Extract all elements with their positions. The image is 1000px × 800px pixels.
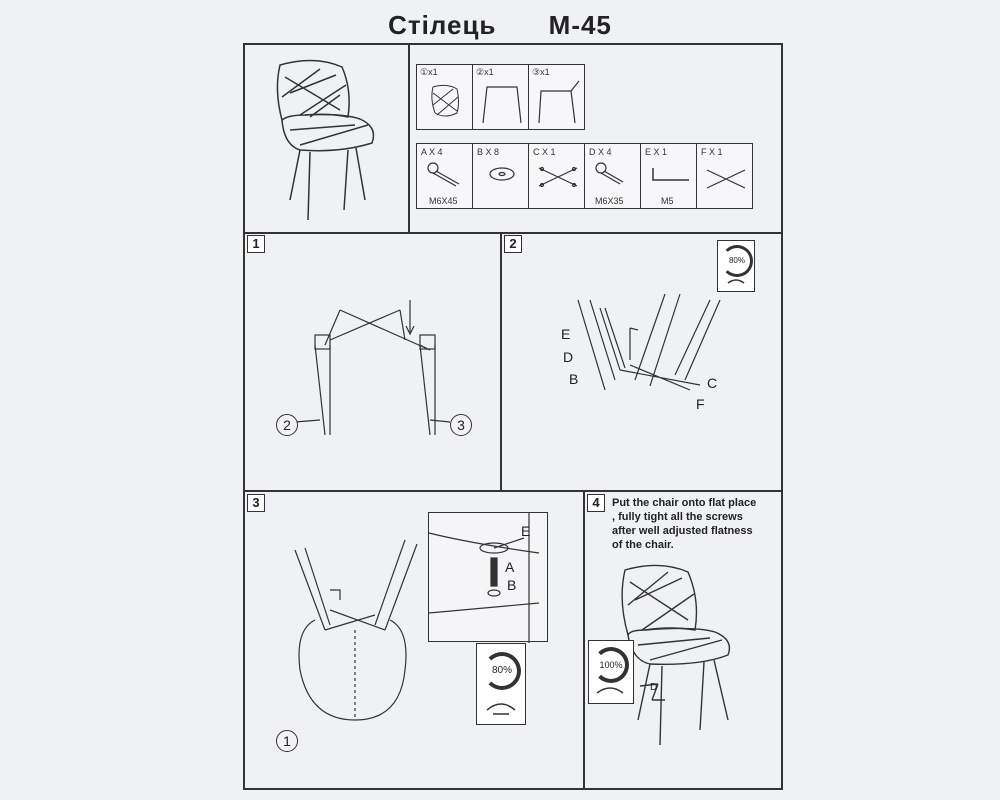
- part-box-2: [472, 64, 529, 130]
- bolt-d-icon: [595, 162, 631, 186]
- chair-overview-illustration: [260, 55, 390, 225]
- allen-key-e-icon: [649, 166, 691, 188]
- washer-b-icon: [487, 166, 517, 182]
- step-3-detail-label-b: B: [507, 577, 517, 593]
- hardware-box-e: [640, 143, 697, 209]
- hardware-box-d: [584, 143, 641, 209]
- hardware-d-qty: D X 4: [589, 147, 612, 157]
- seat-part-icon: [427, 83, 465, 123]
- hardware-e-qty: E X 1: [645, 147, 668, 157]
- step-3-torque-icon: 80%: [476, 643, 526, 725]
- hardware-a-qty: A X 4: [421, 147, 443, 157]
- step-3-number: 3: [247, 494, 265, 512]
- divider-top: [243, 232, 783, 234]
- step-1-callout-2: 2: [276, 414, 298, 436]
- step-3-detail-box: [428, 512, 548, 642]
- hardware-box-a: [416, 143, 473, 209]
- step-1-number: 1: [247, 235, 265, 253]
- step-3-detail-label-a: A: [505, 559, 515, 575]
- hardware-b-qty: B X 8: [477, 147, 500, 157]
- step-2-label-e: E: [561, 326, 571, 342]
- part-3-label: ③x1: [532, 67, 550, 77]
- step-2-torque-icon: 80%: [717, 240, 755, 292]
- divider-col-1-2: [500, 232, 502, 491]
- divider-mid: [243, 490, 783, 492]
- step-2-label-b: B: [569, 371, 579, 387]
- step-4-torque-icon: 100%: [588, 640, 634, 704]
- hardware-f-qty: F X 1: [701, 147, 723, 157]
- plate-f-icon: [705, 166, 747, 192]
- back-legs-icon: [535, 81, 581, 127]
- product-name: Стілець: [388, 10, 497, 40]
- cross-bracket-c-icon: [537, 164, 579, 190]
- step-2-label-f: F: [696, 396, 705, 412]
- step-3-detail-label-e: E: [521, 523, 531, 539]
- step-1-callout-3: 3: [450, 414, 472, 436]
- model-number: M-45: [548, 10, 612, 40]
- step-3-illustration: [285, 520, 425, 740]
- divider-col-top: [408, 43, 410, 233]
- part-1-label: ①x1: [420, 67, 438, 77]
- hardware-a-size: M6X45: [429, 196, 458, 206]
- step-2-illustration: [560, 290, 730, 410]
- step-4-tool-label: D: [650, 682, 658, 693]
- front-legs-icon: [479, 81, 525, 127]
- hardware-e-size: M5: [661, 196, 674, 206]
- step-4-number: 4: [587, 494, 605, 512]
- bolt-a-icon: [427, 162, 463, 186]
- hardware-box-c: [528, 143, 585, 209]
- hardware-box-b: [472, 143, 529, 209]
- part-box-1: [416, 64, 473, 130]
- part-box-3: [528, 64, 585, 130]
- divider-col-3-4: [583, 490, 585, 790]
- hardware-c-qty: C X 1: [533, 147, 556, 157]
- hardware-box-f: [696, 143, 753, 209]
- step-4-note: Put the chair onto flat place , fully tight all the screws after well adjusted flatness of the chair.: [612, 497, 757, 551]
- step-3-callout-1: 1: [276, 730, 298, 752]
- step-2-number: 2: [504, 235, 522, 253]
- hardware-d-size: M6X35: [595, 196, 624, 206]
- part-2-label: ②x1: [476, 67, 494, 77]
- page-title: [0, 10, 1000, 41]
- step-2-label-d: D: [563, 349, 574, 365]
- step-2-label-c: C: [707, 375, 718, 391]
